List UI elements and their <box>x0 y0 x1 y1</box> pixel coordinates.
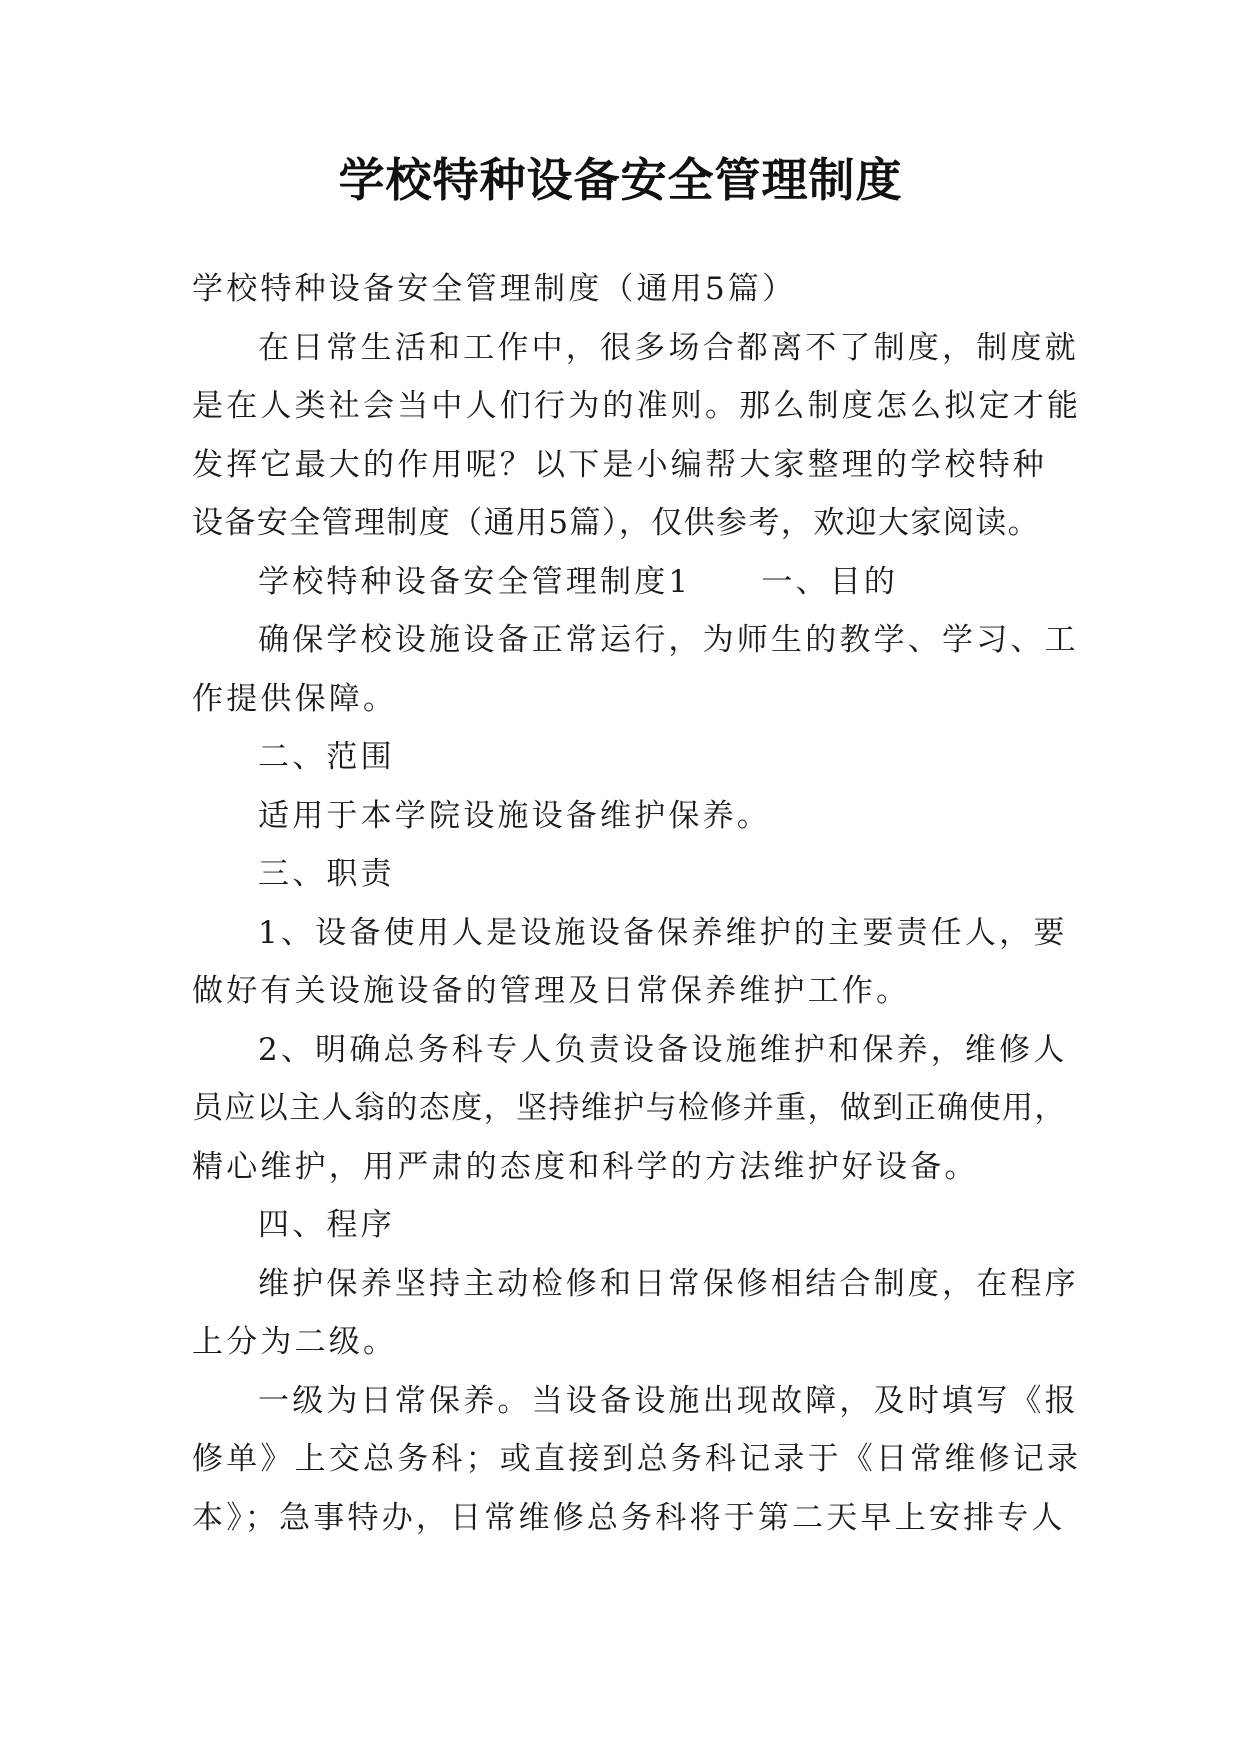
procedure-line-2: 上分为二级。 <box>192 1324 398 1360</box>
scope-text: 适用于本学院设施设备维护保养。 <box>258 797 771 834</box>
duty-1-line-2: 做好有关设施设备的管理及日常保养维护工作。 <box>192 973 911 1009</box>
level-1-line-2: 修单》上交总务科；或直接到总务科记录于《日常维修记录 <box>192 1441 1082 1477</box>
procedure-line-1: 维护保养坚持主动检修和日常保修相结合制度，在程序 <box>258 1265 1079 1302</box>
document-subtitle: 学校特种设备安全管理制度（通用5篇） <box>192 271 797 307</box>
purpose-line-1: 确保学校设施设备正常运行，为师生的教学、学习、工 <box>258 622 1079 658</box>
intro-line-3: 发挥它最大的作用呢？以下是小编帮大家整理的学校特种 <box>192 446 1047 483</box>
duty-heading: 三、职责 <box>258 856 395 892</box>
document-title: 学校特种设备安全管理制度 <box>338 153 903 207</box>
purpose-line-2: 作提供保障。 <box>192 680 398 717</box>
duty-1-line-1: 1、设备使用人是设施设备保养维护的主要责任人，要 <box>258 914 1068 951</box>
intro-line-1: 在日常生活和工作中，很多场合都离不了制度，制度就 <box>258 329 1079 366</box>
document-body <box>192 260 1082 1547</box>
section-1-heading: 学校特种设备安全管理制度1 <box>258 563 692 600</box>
purpose-heading: 一、目的 <box>761 563 899 600</box>
section-1-heading-line <box>192 553 1062 612</box>
intro-line-2: 是在人类社会当中人们行为的准则。那么制度怎么拟定才能 <box>192 388 1082 424</box>
intro-line-4: 设备安全管理制度（通用5篇），仅供参考，欢迎大家阅读。 <box>192 505 1041 541</box>
duty-2-line-1: 2、明确总务科专人负责设备设施维护和保养，维修人 <box>258 1031 1068 1068</box>
scope-heading: 二、范围 <box>258 739 395 775</box>
level-1-line-3: 本》；急事特办，日常维修总务科将于第二天早上安排专人 <box>192 1499 1066 1536</box>
procedure-heading: 四、程序 <box>258 1207 395 1243</box>
duty-2-line-3: 精心维护，用严肃的态度和科学的方法维护好设备。 <box>192 1148 979 1185</box>
level-1-line-1: 一级为日常保养。当设备设施出现故障，及时填写《报 <box>258 1382 1079 1419</box>
duty-2-line-2: 员应以主人翁的态度，坚持维护与检修并重，做到正确使用， <box>192 1090 1067 1126</box>
